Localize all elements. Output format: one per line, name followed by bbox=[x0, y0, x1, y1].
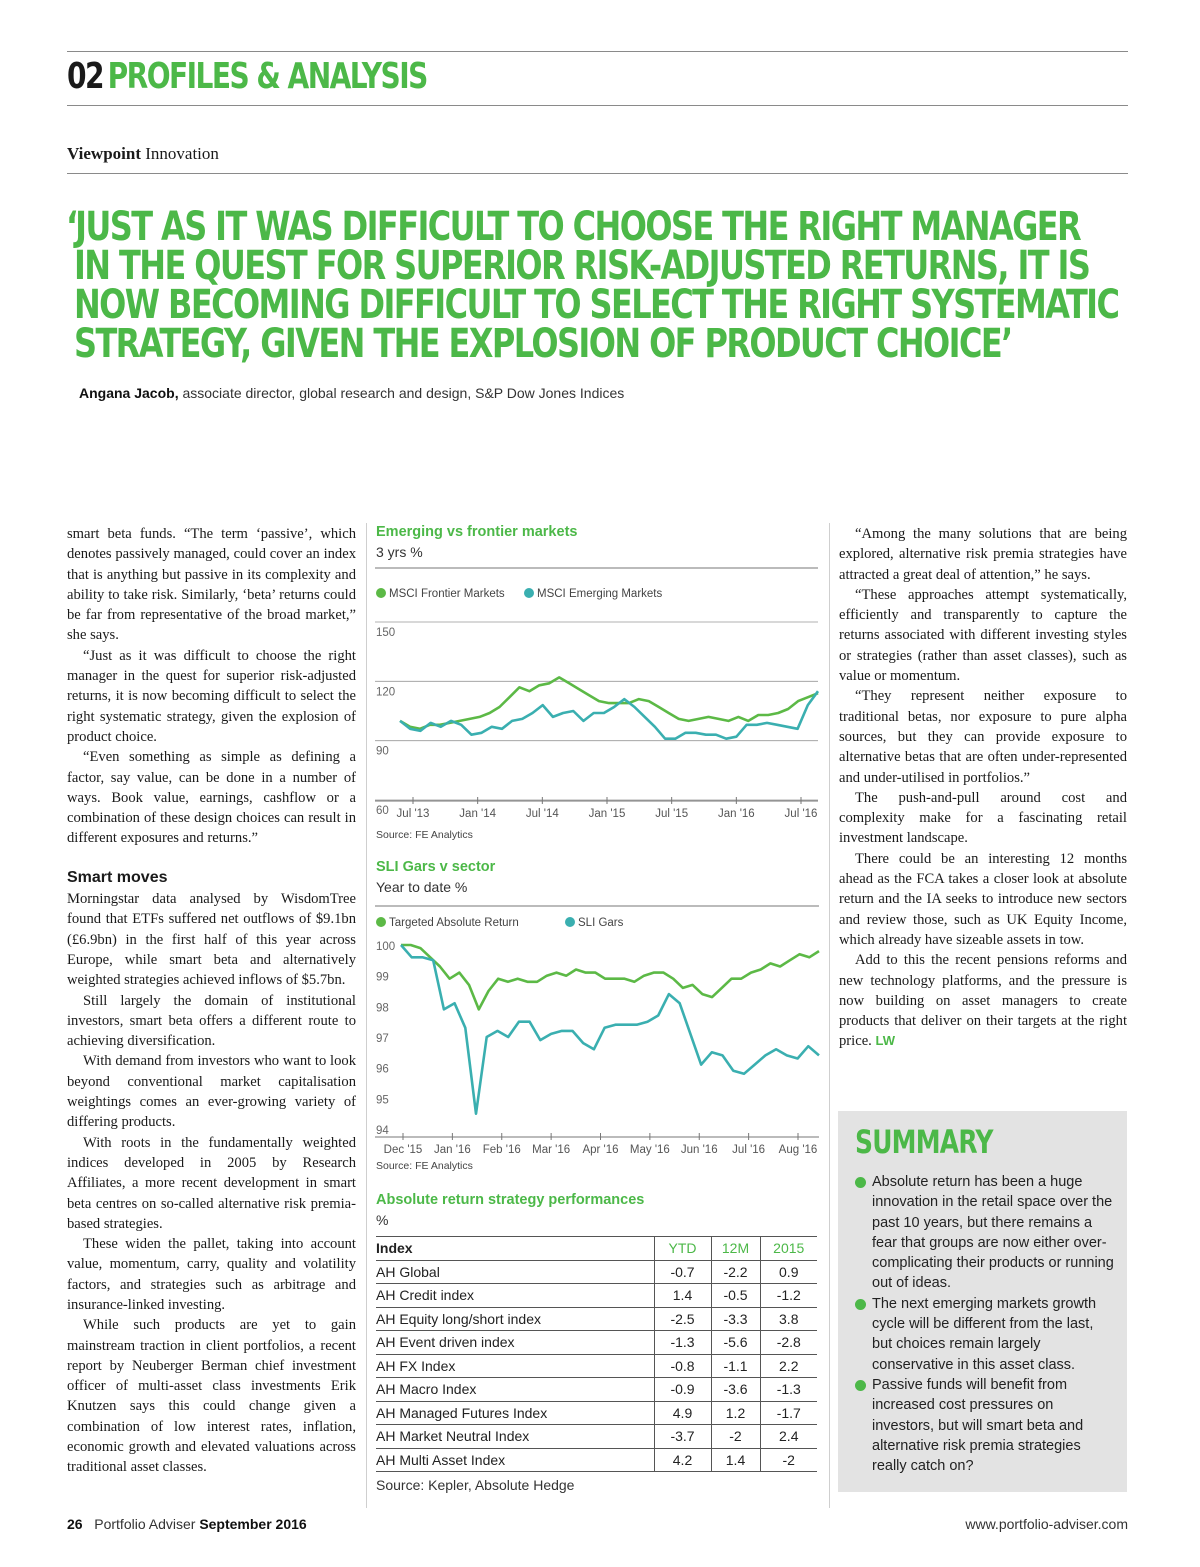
x-tick-label: Jan '16 bbox=[717, 808, 755, 820]
value-cell: -0.7 bbox=[654, 1260, 711, 1284]
body-paragraph: “They represent neither exposure to traditional betas, nor exposure to pure alpha sources, but they can provide exposure to alternative betas that are often under-represented and under-utilised in portfolios.” bbox=[839, 688, 1127, 786]
pull-quote-line: ‘JUST AS IT WAS DIFFICULT TO CHOOSE THE RIGHT MANAGER bbox=[66, 204, 1081, 250]
table-row bbox=[376, 1307, 817, 1331]
chart-title: SLI Gars v sector bbox=[376, 859, 496, 875]
page-number: 26 bbox=[67, 1516, 83, 1532]
y-tick-label: 97 bbox=[376, 1033, 389, 1045]
bullet-dot-icon bbox=[855, 1177, 866, 1188]
index-name-cell: AH Global bbox=[376, 1260, 654, 1284]
legend-marker-icon bbox=[376, 917, 386, 927]
table-header-row bbox=[376, 1237, 817, 1261]
y-tick-label: 120 bbox=[376, 686, 396, 699]
value-cell: -0.8 bbox=[654, 1354, 711, 1378]
index-name-cell: AH Equity long/short index bbox=[376, 1307, 654, 1331]
x-tick-label: Dec '15 bbox=[383, 1144, 423, 1156]
column-header: Index bbox=[376, 1237, 654, 1261]
pull-quote-line: STRATEGY, GIVEN THE EXPLOSION OF PRODUCT CHOICE’ bbox=[74, 321, 1012, 367]
section-title: PROFILES & ANALYSIS bbox=[107, 56, 427, 97]
legend-label: MSCI Frontier Markets bbox=[389, 588, 505, 600]
performance-table bbox=[376, 1236, 817, 1472]
value-cell: 0.9 bbox=[760, 1260, 817, 1284]
top-rule bbox=[67, 51, 1128, 52]
body-paragraph: These widen the pallet, taking into account value, momentum, carry, quality and volatility factors, and strategies such as arbitrage and insurance-linked investing. bbox=[67, 1236, 356, 1313]
sli-gars-chart bbox=[371, 898, 821, 1163]
value-cell: 2.4 bbox=[760, 1425, 817, 1449]
chart-subtitle: Year to date % bbox=[376, 879, 468, 895]
y-tick-label: 100 bbox=[376, 941, 396, 953]
value-cell: -0.9 bbox=[654, 1378, 711, 1402]
left-column bbox=[67, 524, 356, 1478]
footer-url[interactable]: www.portfolio-adviser.com bbox=[965, 1516, 1128, 1532]
legend-label: MSCI Emerging Markets bbox=[537, 588, 663, 600]
y-tick-label: 150 bbox=[376, 627, 396, 639]
table-title: Absolute return strategy performances bbox=[376, 1192, 645, 1208]
column-header: 2015 bbox=[760, 1237, 817, 1261]
index-name-cell: AH Multi Asset Index bbox=[376, 1448, 654, 1472]
y-tick-label: 94 bbox=[376, 1125, 389, 1137]
right-column bbox=[839, 524, 1127, 1052]
table-row bbox=[376, 1401, 817, 1425]
series-line bbox=[400, 677, 818, 728]
quote-attribution bbox=[79, 385, 624, 401]
value-cell: -1.3 bbox=[654, 1331, 711, 1355]
table-row bbox=[376, 1331, 817, 1355]
issue-date: September 2016 bbox=[199, 1516, 307, 1532]
table-subtitle: % bbox=[376, 1212, 389, 1228]
value-cell: -2.2 bbox=[711, 1260, 760, 1284]
summary-bullet bbox=[855, 1375, 1117, 1476]
index-name-cell: AH Event driven index bbox=[376, 1331, 654, 1355]
x-tick-label: Jan '16 bbox=[434, 1144, 471, 1156]
legend-marker-icon bbox=[524, 588, 534, 598]
value-cell: -5.6 bbox=[711, 1331, 760, 1355]
chart-title: Emerging vs frontier markets bbox=[376, 524, 578, 540]
value-cell: 1.2 bbox=[711, 1401, 760, 1425]
chart-source: Source: FE Analytics bbox=[376, 1160, 473, 1172]
index-name-cell: AH Macro Index bbox=[376, 1378, 654, 1402]
series-line bbox=[400, 691, 818, 739]
body-paragraph: There could be an interesting 12 months ahead as the FCA takes a closer look at absolute return and the IA seeks to introduce new sectors and review those, such as UK Equity Income, which already have sizeable assets in tow. bbox=[839, 850, 1127, 948]
summary-text: The next emerging markets growth cycle will be different from the last, but choices remain largely conservative in this asset class. bbox=[872, 1295, 1097, 1373]
table-row bbox=[376, 1425, 817, 1449]
x-tick-label: Jul '14 bbox=[525, 808, 559, 820]
summary-text: Absolute return has been a huge innovation in the retail space over the past 10 years, but there remains a fear that groups are now either over-complicating their products or running out of ideas. bbox=[872, 1174, 1114, 1292]
value-cell: -1.3 bbox=[760, 1378, 817, 1402]
table-row bbox=[376, 1354, 817, 1378]
legend-marker-icon bbox=[565, 917, 575, 927]
summary-title: SUMMARY bbox=[855, 1123, 993, 1161]
table-row bbox=[376, 1378, 817, 1402]
y-tick-label: 98 bbox=[376, 1002, 389, 1015]
x-tick-label: Apr '16 bbox=[582, 1144, 619, 1156]
author-signoff: LW bbox=[875, 1033, 895, 1049]
body-paragraph: Still largely the domain of institutional investors, smart beta offers a different route to achieving diversification. bbox=[67, 992, 356, 1050]
emerging-frontier-chart bbox=[371, 560, 821, 830]
table-row bbox=[376, 1260, 817, 1284]
index-name-cell: AH FX Index bbox=[376, 1354, 654, 1378]
quote-author: Angana Jacob, bbox=[79, 385, 179, 401]
body-paragraph: smart beta funds. “The term ‘passive’, which denotes passively managed, could cover an index that is anything but passive in its complexity and ability to take risk. Similarly, ‘beta’ returns could be far from representative of the broad market,” she says. bbox=[67, 526, 356, 644]
table-row bbox=[376, 1448, 817, 1472]
value-cell: -0.5 bbox=[711, 1284, 760, 1308]
table-source: Source: Kepler, Absolute Hedge bbox=[376, 1477, 575, 1493]
body-paragraph: “These approaches attempt systematically, efficiently and transparently to capture the returns associated with different investing styles or strategies (rather than asset classes), such as value or momentum. bbox=[839, 586, 1127, 685]
value-cell: -1.7 bbox=[760, 1401, 817, 1425]
bullet-dot-icon bbox=[855, 1299, 866, 1310]
column-divider bbox=[829, 523, 830, 1508]
x-tick-label: Jul '16 bbox=[732, 1144, 766, 1156]
index-name-cell: AH Credit index bbox=[376, 1284, 654, 1308]
body-paragraph: Morningstar data analysed by WisdomTree found that ETFs suffered net outflows of $9.1bn (£6.9bn) in the first half of this year across Europe, while smart beta and alternatively weighted strategies achieved inflows of $5.7bn. bbox=[67, 891, 356, 989]
kicker-topic: Innovation bbox=[141, 144, 219, 163]
x-tick-label: Aug '16 bbox=[778, 1144, 818, 1156]
body-paragraph: The push-and-pull around cost and complexity make for a fascinating retail investment landscape. bbox=[839, 789, 1127, 847]
summary-box bbox=[838, 1111, 1127, 1492]
value-cell: -2 bbox=[760, 1448, 817, 1472]
value-cell: -3.6 bbox=[711, 1378, 760, 1402]
pull-quote-line: NOW BECOMING DIFFICULT TO SELECT THE RIGHT SYSTEMATIC bbox=[74, 282, 1119, 328]
summary-bullet bbox=[855, 1294, 1117, 1375]
subheading: Smart moves bbox=[67, 868, 168, 886]
y-tick-label: 95 bbox=[376, 1094, 389, 1107]
y-tick-label: 90 bbox=[376, 745, 389, 758]
table-row bbox=[376, 1284, 817, 1308]
x-tick-label: Mar '16 bbox=[532, 1144, 571, 1156]
value-cell: -1.2 bbox=[760, 1284, 817, 1308]
kicker bbox=[67, 144, 219, 164]
chart-subtitle: 3 yrs % bbox=[376, 544, 423, 560]
pull-quote bbox=[66, 204, 1119, 367]
index-name-cell: AH Market Neutral Index bbox=[376, 1425, 654, 1449]
column-header: YTD bbox=[654, 1237, 711, 1261]
x-tick-label: Jul '13 bbox=[396, 808, 430, 820]
value-cell: 4.9 bbox=[654, 1401, 711, 1425]
x-tick-label: Feb '16 bbox=[482, 1144, 521, 1156]
value-cell: 2.2 bbox=[760, 1354, 817, 1378]
value-cell: -1.1 bbox=[711, 1354, 760, 1378]
body-paragraph: While such products are yet to gain mainstream traction in client portfolios, a recent report by Neuberger Berman chief investment officer of multi-asset class investments Erik Knutzen says this could change given a combination of low interest rates, inflation, economic growth and elevated valuations across traditional asset classes. bbox=[67, 1317, 356, 1476]
value-cell: 4.2 bbox=[654, 1448, 711, 1472]
body-paragraph bbox=[839, 950, 1127, 1051]
value-cell: -3.7 bbox=[654, 1425, 711, 1449]
body-paragraph: “Just as it was difficult to choose the right manager in the quest for superior risk-adjusted returns, it is now becoming difficult to select the right systematic strategy, given the explosion of product choice. bbox=[67, 647, 356, 745]
x-tick-label: May '16 bbox=[629, 1144, 670, 1156]
legend-label: Targeted Absolute Return bbox=[389, 917, 519, 929]
section-header bbox=[67, 56, 427, 100]
value-cell: -2.8 bbox=[760, 1331, 817, 1355]
y-tick-label: 99 bbox=[376, 971, 389, 984]
y-tick-label: 60 bbox=[376, 805, 389, 817]
page-footer bbox=[67, 1516, 307, 1532]
bullet-dot-icon bbox=[855, 1380, 866, 1391]
kicker-rule bbox=[67, 173, 1128, 174]
section-number: 02 bbox=[67, 56, 103, 97]
kicker-label: Viewpoint bbox=[67, 144, 141, 163]
series-line bbox=[401, 945, 819, 1009]
value-cell: -2.5 bbox=[654, 1307, 711, 1331]
legend-marker-icon bbox=[376, 588, 386, 598]
index-name-cell: AH Managed Futures Index bbox=[376, 1401, 654, 1425]
body-text: Add to this the recent pensions reforms and new technology platforms, and the pressure is now building on asset managers to create products that deliver on their targets at the right price. bbox=[839, 952, 1127, 1050]
value-cell: -2 bbox=[711, 1425, 760, 1449]
body-paragraph: “Among the many solutions that are being explored, alternative risk premia strategies have attracted a great deal of attention,” he says. bbox=[839, 526, 1127, 583]
summary-bullet bbox=[855, 1172, 1117, 1294]
table-body bbox=[376, 1260, 817, 1472]
column-divider bbox=[366, 523, 367, 1508]
chart-source: Source: FE Analytics bbox=[376, 829, 473, 841]
header-rule bbox=[67, 105, 1128, 106]
y-tick-label: 96 bbox=[376, 1063, 389, 1076]
body-paragraph: With roots in the fundamentally weighted indices developed in 2005 by Research Affiliates, a more recent development in smart beta centres on so-called alternative risk premia-based strategies. bbox=[67, 1134, 356, 1232]
legend-label: SLI Gars bbox=[578, 917, 624, 929]
value-cell: 1.4 bbox=[654, 1284, 711, 1308]
x-tick-label: Jan '15 bbox=[588, 808, 626, 820]
summary-text: Passive funds will benefit from increased cost pressures on investors, but will smart beta and alternative risk premia strategies really catch on? bbox=[872, 1376, 1084, 1475]
x-tick-label: Jul '16 bbox=[784, 808, 818, 820]
x-tick-label: Jun '16 bbox=[680, 1144, 718, 1156]
column-header: 12M bbox=[711, 1237, 760, 1261]
magazine-name: Portfolio Adviser bbox=[94, 1516, 196, 1532]
pull-quote-line: IN THE QUEST FOR SUPERIOR RISK-ADJUSTED RETURNS, IT IS bbox=[74, 243, 1090, 289]
value-cell: 1.4 bbox=[711, 1448, 760, 1472]
x-tick-label: Jul '15 bbox=[655, 808, 689, 820]
x-tick-label: Jan '14 bbox=[459, 808, 497, 820]
quote-author-role: associate director, global research and design, S&P Dow Jones Indices bbox=[178, 385, 625, 401]
body-paragraph: “Even something as simple as defining a factor, say value, can be done in a number of ways. Book value, earnings, cashflow or a combination of these design choices can result in different exposures and returns.” bbox=[67, 749, 356, 847]
value-cell: 3.8 bbox=[760, 1307, 817, 1331]
body-paragraph: With demand from investors who want to look beyond conventional market capitalisation weightings comes an ever-growing variety of differing products. bbox=[67, 1053, 356, 1131]
value-cell: -3.3 bbox=[711, 1307, 760, 1331]
summary-list bbox=[855, 1172, 1117, 1476]
